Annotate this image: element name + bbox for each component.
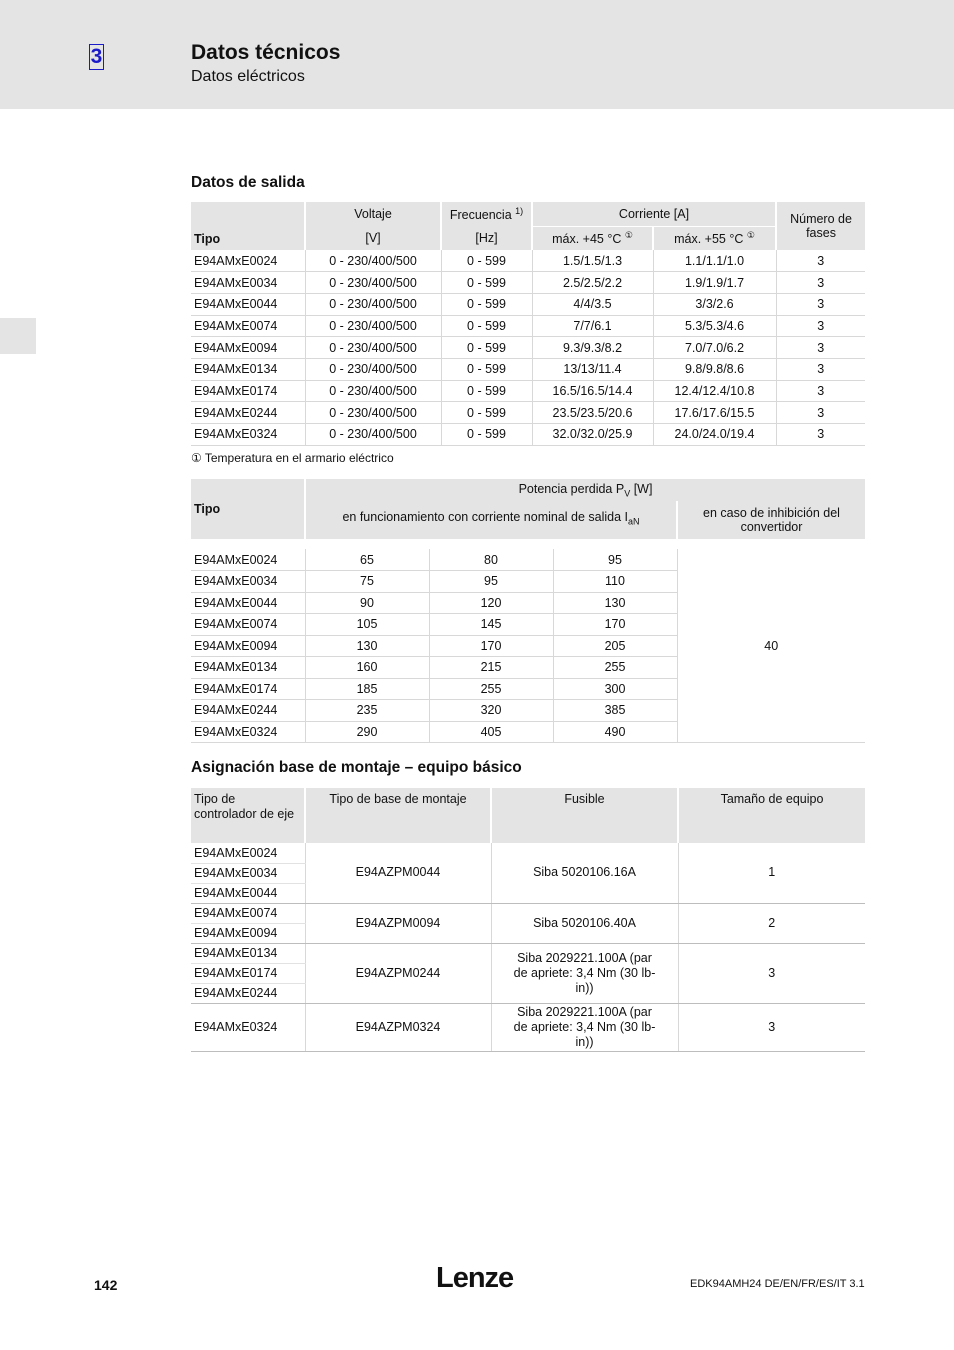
col-fases: Número de fases bbox=[776, 202, 865, 250]
table-row bbox=[191, 250, 865, 272]
table-cell: 0 - 599 bbox=[441, 250, 532, 272]
section-title-mounting: Asignación base de montaje – equipo básico bbox=[191, 759, 522, 776]
table-cell: 1.1/1.1/1.0 bbox=[653, 250, 776, 272]
cell-tipo: E94AMxE0094 bbox=[191, 923, 305, 943]
section-title-output: Datos de salida bbox=[191, 174, 305, 191]
col-corriente: Corriente [A] bbox=[532, 202, 776, 226]
table-cell: 255 bbox=[553, 657, 677, 679]
table-row bbox=[191, 843, 865, 863]
col-voltaje-unit: [V] bbox=[305, 226, 441, 250]
col-tipo-2: Tipo bbox=[191, 479, 305, 539]
table-cell: 24.0/24.0/19.4 bbox=[653, 424, 776, 446]
cell-tipo: E94AMxE0024 bbox=[191, 843, 305, 863]
cell-tipo: E94AMxE0134 bbox=[191, 358, 305, 380]
table-cell: 130 bbox=[305, 635, 429, 657]
table-cell: 3 bbox=[776, 293, 865, 315]
col-tipo-controlador: Tipo de controlador de eje bbox=[191, 788, 305, 843]
cell-tipo: E94AMxE0094 bbox=[191, 635, 305, 657]
col-tamano: Tamaño de equipo bbox=[678, 788, 865, 843]
table-cell: 185 bbox=[305, 678, 429, 700]
table-cell: 90 bbox=[305, 592, 429, 614]
table-cell: 13/13/11.4 bbox=[532, 358, 653, 380]
table-row bbox=[191, 903, 865, 923]
table-cell: 23.5/23.5/20.6 bbox=[532, 402, 653, 424]
cell-tipo: E94AMxE0324 bbox=[191, 1003, 305, 1051]
table-cell: 9.3/9.3/8.2 bbox=[532, 337, 653, 359]
cell-tipo: E94AMxE0074 bbox=[191, 315, 305, 337]
table-cell: 235 bbox=[305, 700, 429, 722]
table-cell: 0 - 599 bbox=[441, 358, 532, 380]
side-tab-marker bbox=[0, 318, 36, 354]
cell-tamano: 2 bbox=[678, 903, 865, 943]
cell-tipo: E94AMxE0324 bbox=[191, 424, 305, 446]
table-cell: 0 - 230/400/500 bbox=[305, 358, 441, 380]
col-max45: máx. +45 °C ① bbox=[532, 226, 653, 250]
cell-fusible: Siba 5020106.16A bbox=[491, 843, 678, 903]
col-max55: máx. +55 °C ① bbox=[653, 226, 776, 250]
table-cell: 160 bbox=[305, 657, 429, 679]
table-cell: 0 - 230/400/500 bbox=[305, 424, 441, 446]
table-cell: 255 bbox=[429, 678, 553, 700]
cell-tipo: E94AMxE0074 bbox=[191, 614, 305, 636]
col-tipo: Tipo bbox=[191, 202, 305, 250]
table-cell: 65 bbox=[305, 549, 429, 571]
table-cell: 3 bbox=[776, 424, 865, 446]
table-cell: 0 - 230/400/500 bbox=[305, 272, 441, 294]
table-cell: 300 bbox=[553, 678, 677, 700]
table-row bbox=[191, 337, 865, 359]
page-title: Datos técnicos bbox=[191, 41, 341, 64]
table-cell: 320 bbox=[429, 700, 553, 722]
table-row bbox=[191, 315, 865, 337]
cell-tipo: E94AMxE0134 bbox=[191, 943, 305, 963]
table-cell: 0 - 599 bbox=[441, 402, 532, 424]
table-cell: 290 bbox=[305, 721, 429, 743]
table-cell: 405 bbox=[429, 721, 553, 743]
cell-base: E94AZPM0044 bbox=[305, 843, 491, 903]
table-row bbox=[191, 1003, 865, 1051]
cell-tipo: E94AMxE0174 bbox=[191, 963, 305, 983]
cell-tipo: E94AMxE0174 bbox=[191, 380, 305, 402]
table-cell: 80 bbox=[429, 549, 553, 571]
table-cell: 0 - 230/400/500 bbox=[305, 250, 441, 272]
cell-fusible: Siba 2029221.100A (par de apriete: 3,4 Nm (30 lb-in)) bbox=[491, 1003, 678, 1051]
table-cell: 4/4/3.5 bbox=[532, 293, 653, 315]
cell-tamano: 3 bbox=[678, 943, 865, 1003]
table-cell: 3 bbox=[776, 402, 865, 424]
cell-tipo: E94AMxE0024 bbox=[191, 549, 305, 571]
cell-fusible: Siba 5020106.40A bbox=[491, 903, 678, 943]
table-cell: 32.0/32.0/25.9 bbox=[532, 424, 653, 446]
cell-tipo: E94AMxE0324 bbox=[191, 721, 305, 743]
col-frecuencia-unit: [Hz] bbox=[441, 226, 532, 250]
cell-fusible: Siba 2029221.100A (par de apriete: 3,4 Nm (30 lb-in)) bbox=[491, 943, 678, 1003]
table-cell: 95 bbox=[429, 571, 553, 593]
cell-tipo: E94AMxE0024 bbox=[191, 250, 305, 272]
table-cell: 120 bbox=[429, 592, 553, 614]
table-cell: 17.6/17.6/15.5 bbox=[653, 402, 776, 424]
table-cell: 0 - 599 bbox=[441, 424, 532, 446]
cell-tamano: 3 bbox=[678, 1003, 865, 1051]
table-cell: 0 - 230/400/500 bbox=[305, 402, 441, 424]
table-row bbox=[191, 549, 865, 571]
cell-tipo: E94AMxE0074 bbox=[191, 903, 305, 923]
cell-base: E94AZPM0244 bbox=[305, 943, 491, 1003]
mounting-table bbox=[191, 788, 865, 1052]
col-frecuencia: Frecuencia $^{1)}$ bbox=[441, 202, 532, 226]
cell-tipo: E94AMxE0244 bbox=[191, 402, 305, 424]
table-cell: 130 bbox=[553, 592, 677, 614]
col-voltaje: Voltaje bbox=[305, 202, 441, 226]
cell-tipo: E94AMxE0034 bbox=[191, 272, 305, 294]
table-cell: 0 - 599 bbox=[441, 337, 532, 359]
cell-tipo: E94AMxE0244 bbox=[191, 983, 305, 1003]
table-row bbox=[191, 293, 865, 315]
table-row bbox=[191, 943, 865, 963]
table-cell: 0 - 599 bbox=[441, 293, 532, 315]
output-data-table bbox=[191, 202, 865, 446]
footnote: ① Temperatura en el armario eléctrico bbox=[191, 451, 394, 465]
cell-tipo: E94AMxE0174 bbox=[191, 678, 305, 700]
table-cell: 3/3/2.6 bbox=[653, 293, 776, 315]
table-cell: 490 bbox=[553, 721, 677, 743]
table-row bbox=[191, 402, 865, 424]
table-cell: 205 bbox=[553, 635, 677, 657]
page-header bbox=[0, 0, 954, 109]
cell-inhibicion-value: 40 bbox=[677, 549, 865, 743]
power-loss-table bbox=[191, 479, 865, 743]
table-cell: 215 bbox=[429, 657, 553, 679]
table-cell: 1.9/1.9/1.7 bbox=[653, 272, 776, 294]
cell-tipo: E94AMxE0094 bbox=[191, 337, 305, 359]
table-cell: 7/7/6.1 bbox=[532, 315, 653, 337]
cell-tipo: E94AMxE0044 bbox=[191, 293, 305, 315]
page-subtitle: Datos eléctricos bbox=[191, 68, 305, 85]
table-cell: 110 bbox=[553, 571, 677, 593]
cell-base: E94AZPM0324 bbox=[305, 1003, 491, 1051]
cell-tamano: 1 bbox=[678, 843, 865, 903]
col-inhibicion: en caso de inhibición del convertidor bbox=[677, 501, 865, 539]
table-cell: 0 - 599 bbox=[441, 315, 532, 337]
table-cell: 385 bbox=[553, 700, 677, 722]
cell-tipo: E94AMxE0034 bbox=[191, 863, 305, 883]
cell-tipo: E94AMxE0034 bbox=[191, 571, 305, 593]
cell-tipo: E94AMxE0244 bbox=[191, 700, 305, 722]
table-cell: 0 - 230/400/500 bbox=[305, 380, 441, 402]
cell-tipo: E94AMxE0044 bbox=[191, 592, 305, 614]
page-number: 142 bbox=[94, 1277, 118, 1293]
table-cell: 3 bbox=[776, 315, 865, 337]
table-cell: 75 bbox=[305, 571, 429, 593]
table-cell: 16.5/16.5/14.4 bbox=[532, 380, 653, 402]
col-potencia: Potencia perdida $P_V$ [W] bbox=[305, 479, 865, 501]
document-id: EDK94AMH24 DE/EN/FR/ES/IT 3.1 bbox=[690, 1278, 865, 1290]
cell-tipo: E94AMxE0044 bbox=[191, 883, 305, 903]
table-row bbox=[191, 272, 865, 294]
cell-tipo: E94AMxE0134 bbox=[191, 657, 305, 679]
cell-base: E94AZPM0094 bbox=[305, 903, 491, 943]
table-cell: 5.3/5.3/4.6 bbox=[653, 315, 776, 337]
table-cell: 3 bbox=[776, 250, 865, 272]
table-cell: 3 bbox=[776, 272, 865, 294]
table-row bbox=[191, 380, 865, 402]
lenze-logo: Lenze bbox=[436, 1262, 514, 1294]
table-cell: 0 - 230/400/500 bbox=[305, 315, 441, 337]
table-cell: 3 bbox=[776, 358, 865, 380]
table-cell: 2.5/2.5/2.2 bbox=[532, 272, 653, 294]
table-cell: 9.8/9.8/8.6 bbox=[653, 358, 776, 380]
table-cell: 95 bbox=[553, 549, 677, 571]
table-cell: 0 - 599 bbox=[441, 272, 532, 294]
table-cell: 3 bbox=[776, 337, 865, 359]
table-cell: 3 bbox=[776, 380, 865, 402]
table-cell: 145 bbox=[429, 614, 553, 636]
table-cell: 170 bbox=[553, 614, 677, 636]
table-cell: 105 bbox=[305, 614, 429, 636]
chapter-number[interactable]: 3 bbox=[90, 45, 103, 68]
table-cell: 0 - 230/400/500 bbox=[305, 293, 441, 315]
table-cell: 12.4/12.4/10.8 bbox=[653, 380, 776, 402]
table-cell: 0 - 230/400/500 bbox=[305, 337, 441, 359]
table-cell: 170 bbox=[429, 635, 553, 657]
table-row bbox=[191, 424, 865, 446]
col-base: Tipo de base de montaje bbox=[305, 788, 491, 843]
col-funcionamiento: en funcionamiento con corriente nominal de salida $I_{aN}$ bbox=[305, 501, 677, 539]
table-cell: 0 - 599 bbox=[441, 380, 532, 402]
table-row bbox=[191, 358, 865, 380]
col-fusible: Fusible bbox=[491, 788, 678, 843]
table-cell: 1.5/1.5/1.3 bbox=[532, 250, 653, 272]
table-cell: 7.0/7.0/6.2 bbox=[653, 337, 776, 359]
